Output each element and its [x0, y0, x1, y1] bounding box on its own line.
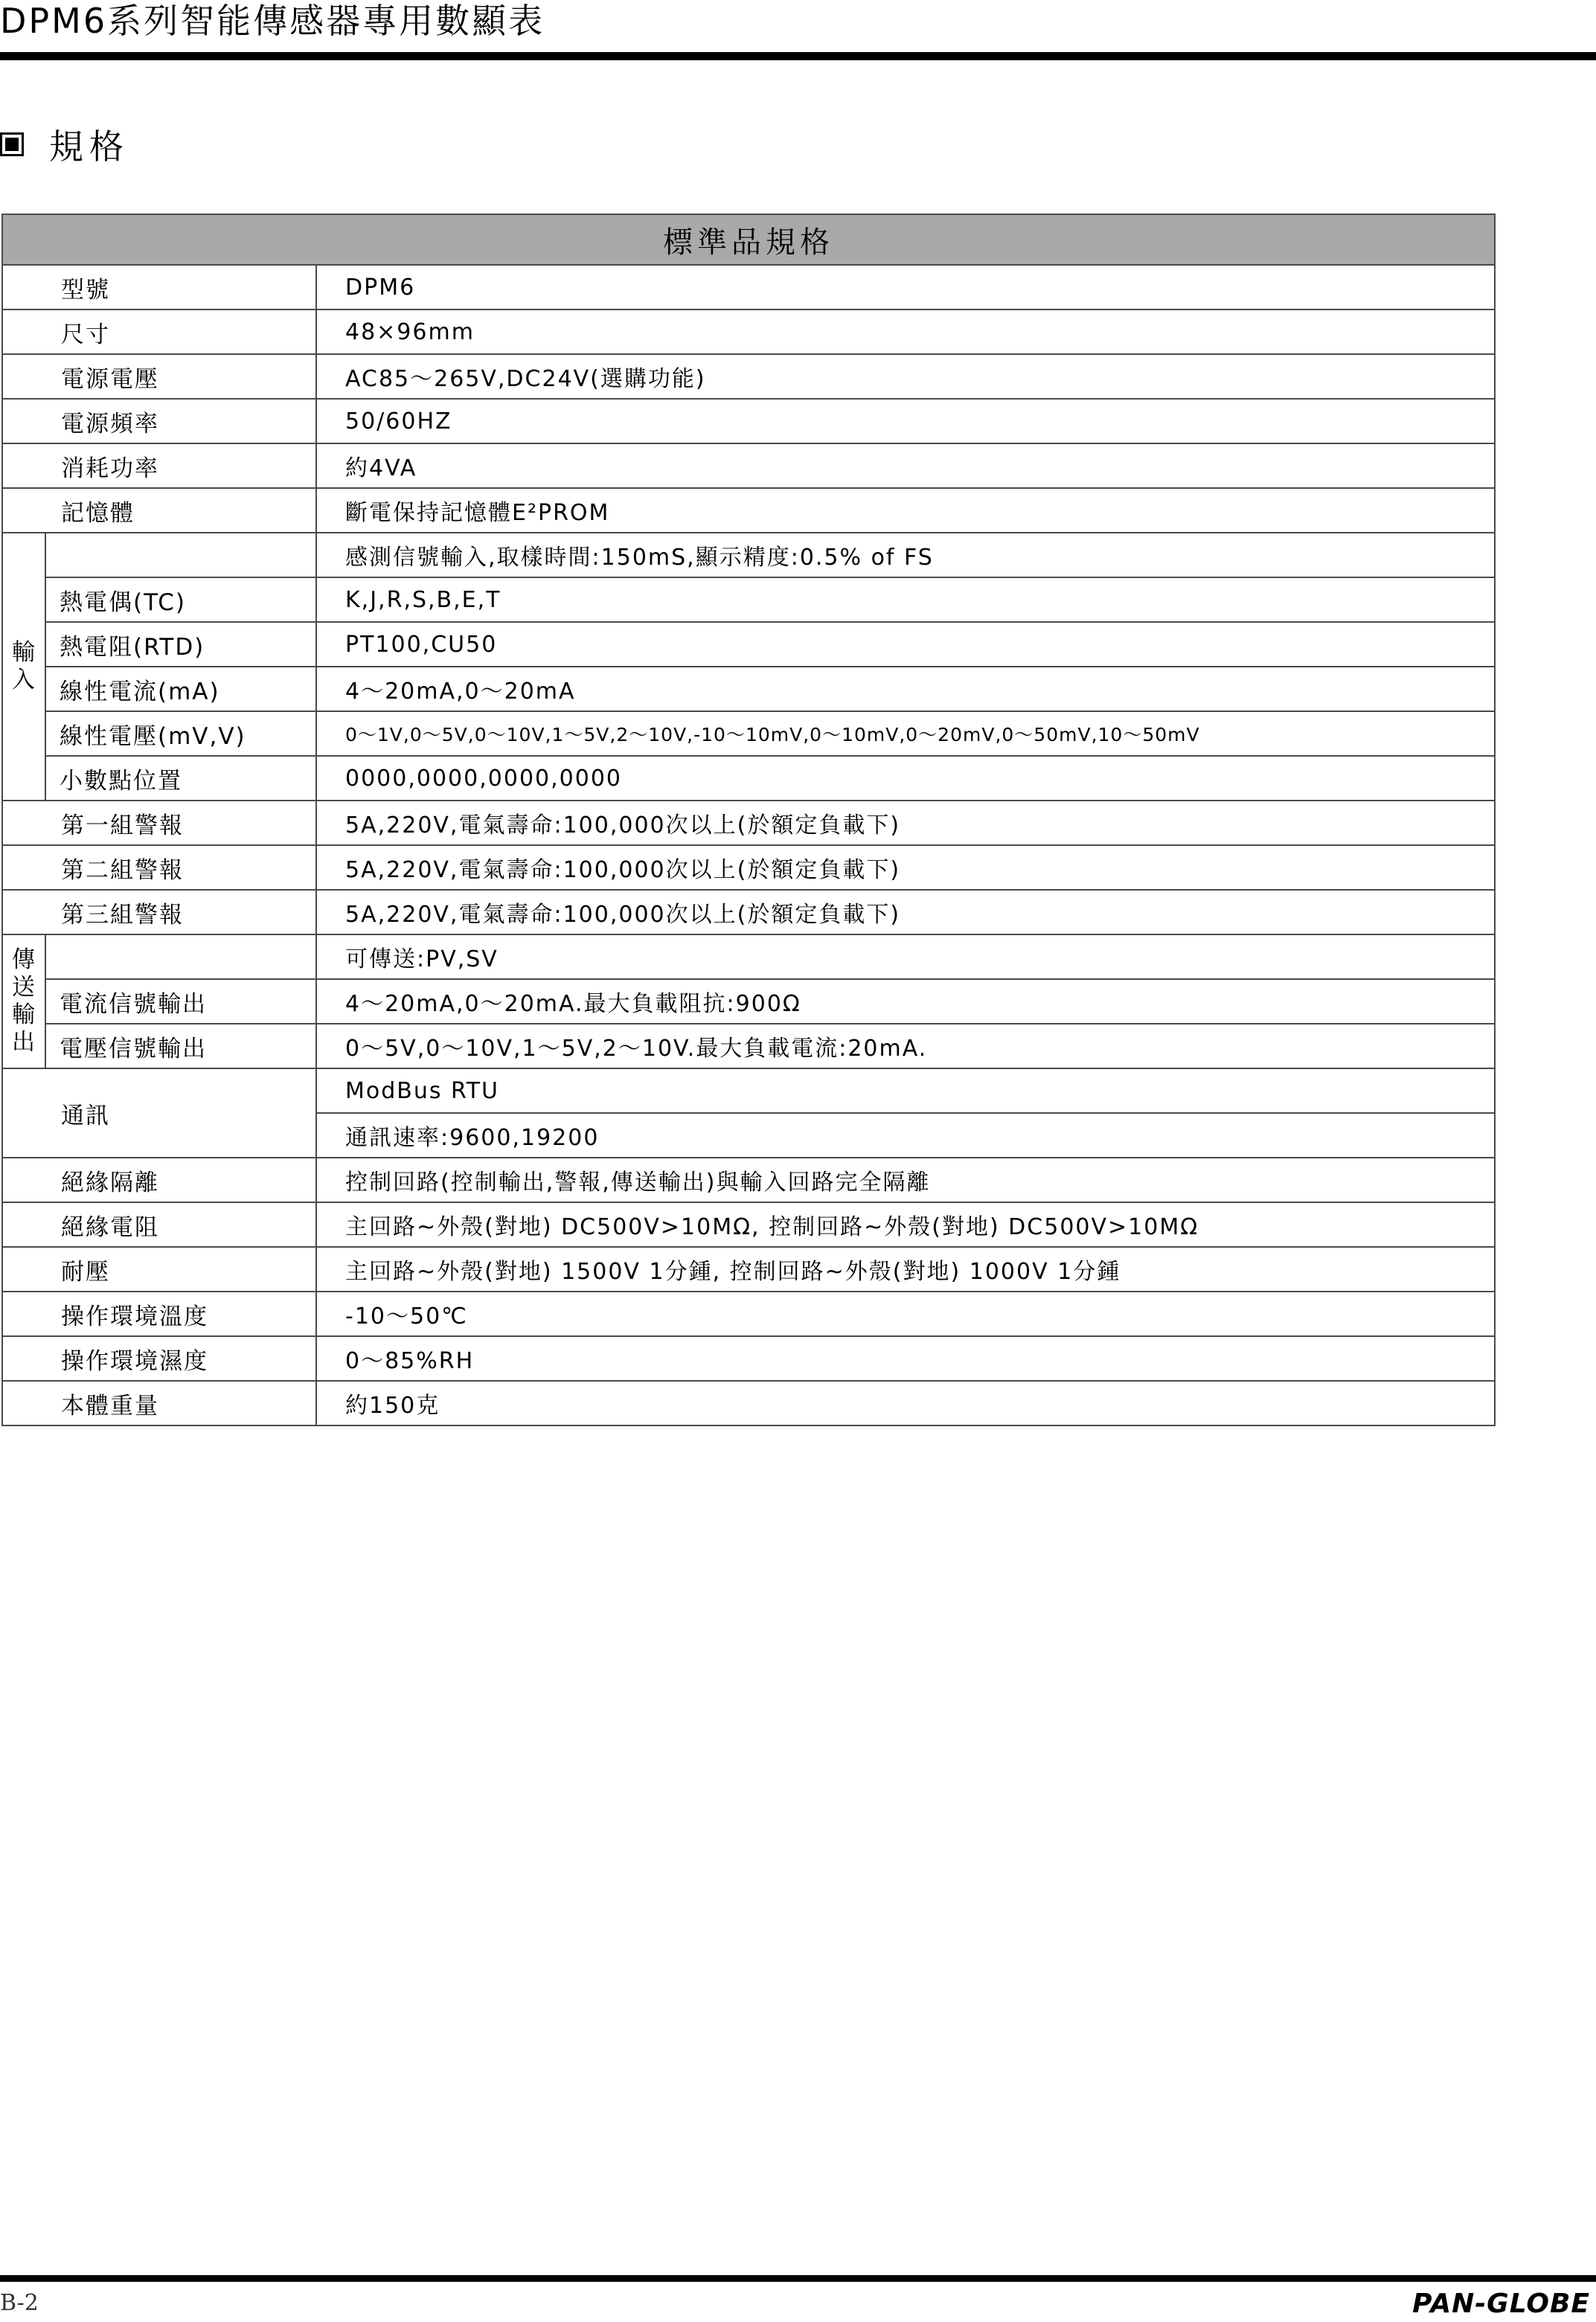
spec-table	[1, 214, 1496, 1426]
row-value: ModBus RTU	[316, 1068, 1495, 1113]
row-label: 記憶體	[2, 488, 316, 533]
input-group-text: 輸入	[12, 639, 36, 693]
title-rule	[0, 52, 1596, 60]
row-label: 小數點位置	[45, 756, 316, 801]
table-row	[2, 1292, 1495, 1336]
row-value: 0～1V,0～5V,0～10V,1～5V,2～10V,-10～10mV,0～10mV,0～20mV,0～50mV,10～50mV	[316, 711, 1495, 756]
row-value: 0000,0000,0000,0000	[316, 756, 1495, 801]
row-value: 控制回路(控制輸出,警報,傳送輸出)與輸入回路完全隔離	[316, 1158, 1495, 1202]
row-label-empty	[45, 934, 316, 979]
square-bullet-icon	[0, 132, 24, 156]
row-value: 48×96mm	[316, 310, 1495, 354]
page-number: B-2	[0, 2290, 39, 2316]
row-label: 消耗功率	[2, 443, 316, 488]
table-row	[2, 1068, 1495, 1113]
row-value: K,J,R,S,B,E,T	[316, 577, 1495, 622]
table-row	[2, 1381, 1495, 1425]
table-row	[2, 354, 1495, 399]
transmit-group-text: 傳送輸出	[12, 946, 36, 1056]
document-title: DPM6系列智能傳感器專用數顯表	[0, 1, 545, 41]
row-label: 線性電壓(mV,V)	[45, 711, 316, 756]
row-value: AC85～265V,DC24V(選購功能)	[316, 354, 1495, 399]
table-row	[2, 443, 1495, 488]
row-label: 本體重量	[2, 1381, 316, 1425]
table-row	[2, 399, 1495, 443]
footer-rule	[0, 2275, 1596, 2282]
table-row	[2, 979, 1495, 1024]
row-value: 4～20mA,0～20mA	[316, 667, 1495, 711]
row-value: DPM6	[316, 265, 1495, 310]
row-value: 約4VA	[316, 443, 1495, 488]
section-title: 規格	[49, 126, 129, 167]
row-label: 線性電流(mA)	[45, 667, 316, 711]
row-label: 型號	[2, 265, 316, 310]
row-label: 電源電壓	[2, 354, 316, 399]
table-row	[2, 1336, 1495, 1381]
table-row	[2, 756, 1495, 801]
row-label: 電源頻率	[2, 399, 316, 443]
table-row	[2, 488, 1495, 533]
row-value: 5A,220V,電氣壽命:100,000次以上(於額定負載下)	[316, 845, 1495, 890]
section-heading	[0, 122, 129, 167]
row-value: 約150克	[316, 1381, 1495, 1425]
input-group-label	[2, 533, 45, 801]
row-label: 電壓信號輸出	[45, 1024, 316, 1068]
row-value: 50/60HZ	[316, 399, 1495, 443]
table-row	[2, 1158, 1495, 1202]
transmit-group-label	[2, 934, 45, 1068]
row-label: 操作環境濕度	[2, 1336, 316, 1381]
table-row	[2, 577, 1495, 622]
row-label: 尺寸	[2, 310, 316, 354]
row-value: 主回路~外殼(對地) 1500V 1分鍾, 控制回路~外殼(對地) 1000V 1分鍾	[316, 1247, 1495, 1292]
table-row	[2, 890, 1495, 934]
row-value: 5A,220V,電氣壽命:100,000次以上(於額定負載下)	[316, 890, 1495, 934]
row-value: 0～5V,0～10V,1～5V,2～10V.最大負載電流:20mA.	[316, 1024, 1495, 1068]
row-value: 斷電保持記憶體E²PROM	[316, 488, 1495, 533]
row-value: 感測信號輸入,取樣時間:150mS,顯示精度:0.5% of FS	[316, 533, 1495, 577]
row-value: 主回路~外殼(對地) DC500V>10MΩ, 控制回路~外殼(對地) DC500V>10MΩ	[316, 1202, 1495, 1247]
row-label: 第一組警報	[2, 801, 316, 845]
table-row	[2, 622, 1495, 667]
row-value: 通訊速率:9600,19200	[316, 1113, 1495, 1158]
row-value: -10～50℃	[316, 1292, 1495, 1336]
table-row	[2, 845, 1495, 890]
table-heading: 標準品規格	[2, 214, 1495, 265]
table-row	[2, 1024, 1495, 1068]
row-label: 操作環境溫度	[2, 1292, 316, 1336]
row-label-empty	[45, 533, 316, 577]
row-label: 絕緣電阻	[2, 1202, 316, 1247]
table-row	[2, 310, 1495, 354]
table-row	[2, 667, 1495, 711]
row-label: 第二組警報	[2, 845, 316, 890]
table-row	[2, 801, 1495, 845]
row-label: 熱電偶(TC)	[45, 577, 316, 622]
table-row	[2, 934, 1495, 979]
table-row	[2, 1247, 1495, 1292]
row-value: 5A,220V,電氣壽命:100,000次以上(於額定負載下)	[316, 801, 1495, 845]
row-value: PT100,CU50	[316, 622, 1495, 667]
row-label: 通訊	[2, 1068, 316, 1158]
table-row	[2, 711, 1495, 756]
row-label: 耐壓	[2, 1247, 316, 1292]
table-row	[2, 1202, 1495, 1247]
row-value: 0～85%RH	[316, 1336, 1495, 1381]
table-row	[2, 265, 1495, 310]
brand-logo: PAN-GLOBE	[1412, 2289, 1590, 2319]
row-label: 第三組警報	[2, 890, 316, 934]
row-label: 電流信號輸出	[45, 979, 316, 1024]
row-value: 4～20mA,0～20mA.最大負載阻抗:900Ω	[316, 979, 1495, 1024]
row-label: 熱電阻(RTD)	[45, 622, 316, 667]
table-row	[2, 533, 1495, 577]
row-value: 可傳送:PV,SV	[316, 934, 1495, 979]
row-label: 絕緣隔離	[2, 1158, 316, 1202]
table-header-row	[2, 214, 1495, 265]
